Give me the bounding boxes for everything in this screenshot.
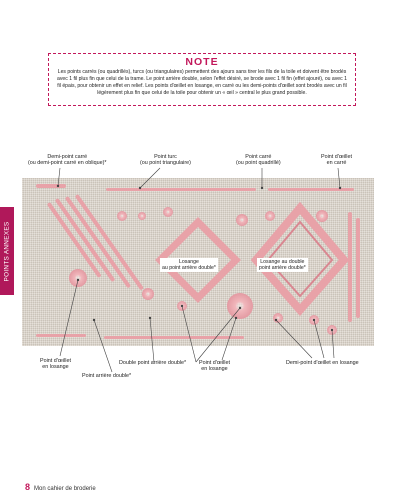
note-text: Les points carrés (ou quadrillés), turcs (ou triangulaires) permettent des ajours sans tirer les fils de la toile et doivent être brodés avec 1 fil plus fin que celui de la trame. Le point arrière double, selon l'effet désiré, se brode avec 1 fil fin (effet ajouré), ou avec 1 fil épais, pour obtenir un effet en relief. Les points d'œillet en losange, en carré ou les demi-points d'œillet sont brodés avec un fil légèrement plus fin que celui de la toile pour obtenir un « œil » central le plus grand possible. [57, 69, 347, 96]
label-oeillet-losange-mid: Point d'œillet en losange [199, 360, 230, 373]
label-point-carre: Point carré (ou point quadrillé) [236, 154, 281, 167]
side-tab [0, 207, 14, 295]
label-point-oeillet-carre: Point d'œillet en carré [321, 154, 352, 167]
label-demi-point-oeillet-losange: Demi-point d'œillet en losange [286, 360, 359, 366]
label-point-arriere-double: Point arrière double* [82, 373, 132, 379]
book-title: Mon cahier de broderie [34, 486, 96, 492]
note-title: NOTE [185, 56, 219, 68]
page-number: 8 [25, 482, 31, 492]
label-demi-point-carre: Demi-point carré (ou demi-point carré en oblique)* [28, 154, 107, 167]
label-double-point-arriere: Double point arrière double* [119, 360, 187, 366]
label-losange-arriere: Losange au point arrière double* [162, 259, 216, 271]
label-point-turc: Point turc (ou point triangulaire) [140, 154, 191, 167]
side-tab-label: POINTS ANNEXES [3, 221, 11, 281]
note-box [48, 53, 356, 106]
label-losange-double: Losange au double point arrière double* [259, 259, 306, 271]
label-oeillet-losange-left: Point d'œillet en losange [40, 358, 71, 371]
page-footer [25, 482, 96, 492]
